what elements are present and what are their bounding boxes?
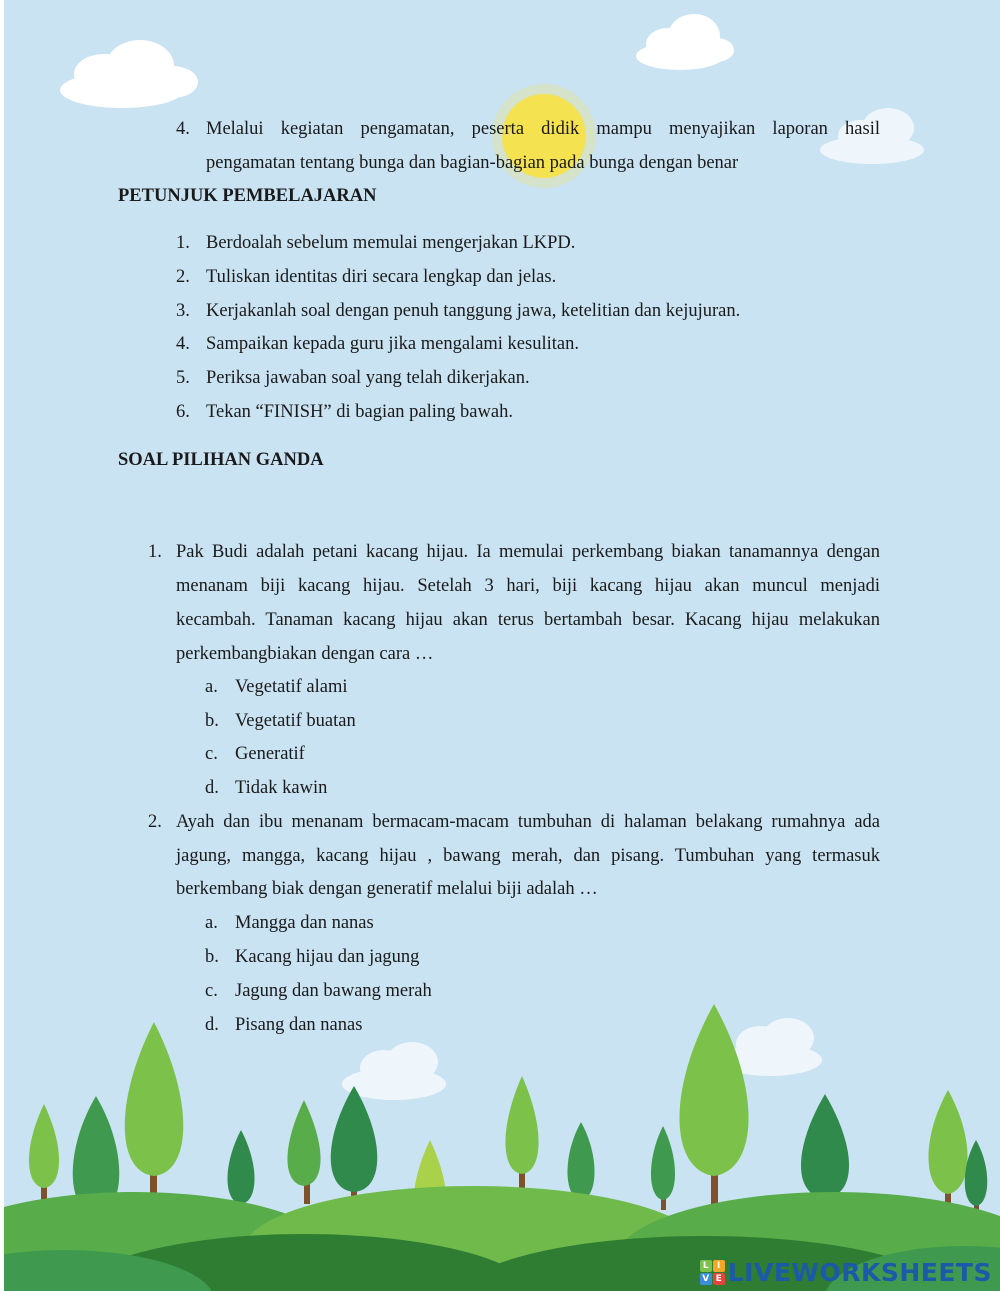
question-line: kecambah. Tanaman kacang hijau akan terus bertambah besar. Kacang hijau melakukan (176, 610, 880, 630)
option-text: Mangga dan nanas (235, 913, 374, 933)
instruction-number: 4. (176, 334, 190, 354)
instruction-number: 6. (176, 402, 190, 422)
option-text: Vegetatif buatan (235, 711, 356, 731)
instruction-number: 3. (176, 301, 190, 321)
instruction-number: 5. (176, 368, 190, 388)
objective-line-1: Melalui kegiatan pengamatan, peserta didik mampu menyajikan laporan hasil (206, 119, 880, 139)
question-line: jagung, mangga, kacang hijau , bawang merah, dan pisang. Tumbuhan yang termasuk (176, 846, 880, 866)
liveworksheets-logo-icon (700, 1260, 725, 1285)
option-text: Kacang hijau dan jagung (235, 947, 420, 967)
question-line: perkembangbiakan dengan cara … (176, 644, 434, 664)
option-text: Generatif (235, 744, 305, 764)
logo-tile: I (713, 1260, 725, 1272)
liveworksheets-logo (700, 1258, 992, 1287)
option-text: Tidak kawin (235, 778, 328, 798)
liveworksheets-wordmark: LIVEWORKSHEETS (727, 1258, 992, 1287)
question-line: Ayah dan ibu menanam bermacam-macam tumbuhan di halaman belakang rumahnya ada (176, 812, 880, 832)
instruction-item: Kerjakanlah soal dengan penuh tanggung jawa, ketelitian dan kejujuran. (206, 301, 741, 321)
question-number: 1. (148, 542, 162, 562)
option-letter: c. (205, 981, 218, 1001)
question-line: menanam biji kacang hijau. Setelah 3 hari, biji kacang hijau akan muncul menjadi (176, 576, 880, 596)
instruction-item: Periksa jawaban soal yang telah dikerjakan. (206, 368, 530, 388)
cloud-top-right (636, 14, 734, 70)
instructions-heading: PETUNJUK PEMBELAJARAN (118, 186, 377, 206)
question-line: Pak Budi adalah petani kacang hijau. Ia memulai perkembang biakan tanamannya dengan (176, 542, 880, 562)
option-text: Jagung dan bawang merah (235, 981, 432, 1001)
logo-tile: V (700, 1273, 712, 1285)
objective-number: 4. (176, 119, 190, 139)
objective-line-2: pengamatan tentang bunga dan bagian-bagian pada bunga dengan benar (206, 153, 739, 173)
instruction-item: Tekan “FINISH” di bagian paling bawah. (206, 402, 513, 422)
instruction-item: Sampaikan kepada guru jika mengalami kesulitan. (206, 334, 579, 354)
quiz-heading: SOAL PILIHAN GANDA (118, 450, 324, 470)
option-letter: d. (205, 1015, 219, 1035)
worksheet-page (4, 0, 1000, 1291)
instruction-item: Tuliskan identitas diri secara lengkap dan jelas. (206, 267, 557, 287)
option-letter: a. (205, 913, 218, 933)
option-letter: d. (205, 778, 219, 798)
instruction-number: 1. (176, 233, 190, 253)
instruction-item: Berdoalah sebelum memulai mengerjakan LKPD. (206, 233, 576, 253)
question-number: 2. (148, 812, 162, 832)
logo-tile: L (700, 1260, 712, 1272)
cloud-low-left (342, 1042, 446, 1100)
instruction-number: 2. (176, 267, 190, 287)
option-letter: a. (205, 677, 218, 697)
question-line: berkembang biak dengan generatif melalui biji adalah … (176, 879, 598, 899)
option-letter: b. (205, 947, 219, 967)
option-text: Pisang dan nanas (235, 1015, 363, 1035)
logo-tile: E (713, 1273, 725, 1285)
option-text: Vegetatif alami (235, 677, 348, 697)
option-letter: b. (205, 711, 219, 731)
cloud-left (60, 40, 198, 108)
option-letter: c. (205, 744, 218, 764)
